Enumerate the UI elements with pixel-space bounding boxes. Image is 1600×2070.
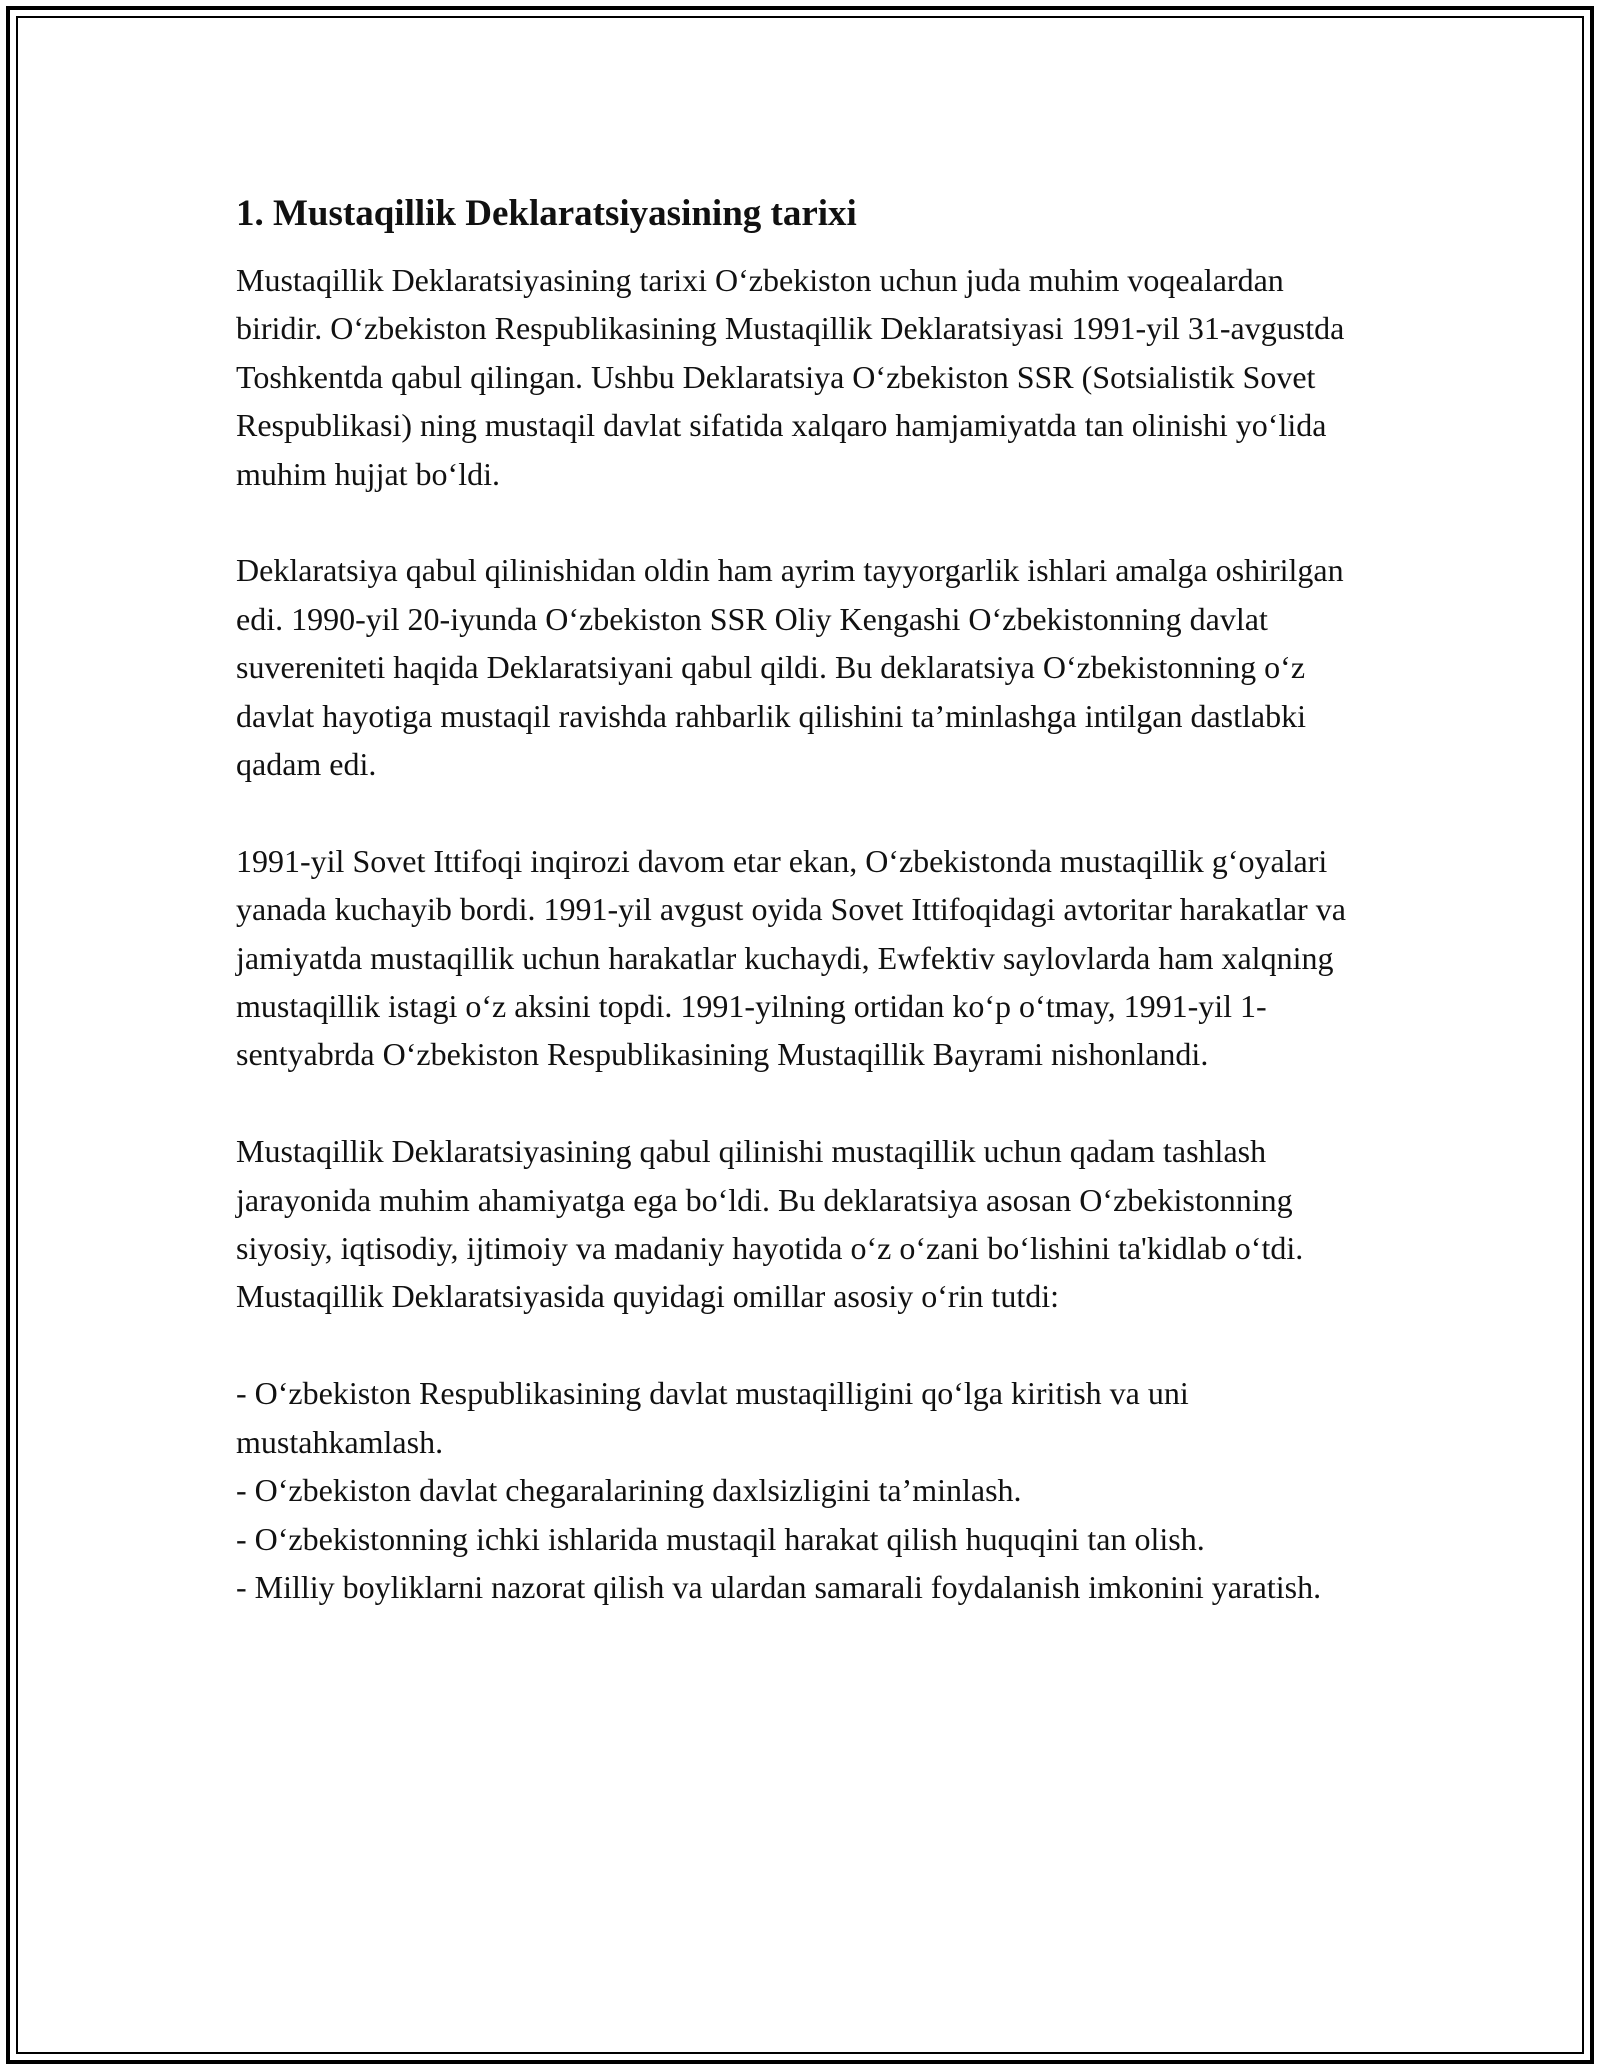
paragraph-preparation: Deklaratsiya qabul qilinishidan oldin ham ayrim tayyorgarlik ishlari amalga oshirilgan edi. 1990-yil 20-iyunda O‘zbekiston SSR Oliy Kengashi O‘zbekistonning davlat suvereniteti haqida Deklaratsiyani qabul qildi. Bu deklaratsiya O‘zbekistonning o‘z davlat hayotiga mustaqil ravishda rahbarlik qilishini ta’minlashga intilgan dastlabki qadam edi. <box>236 552 1344 783</box>
list-item: - Milliy boyliklarni nazorat qilish va ulardan samarali foydalanish imkonini yaratish. <box>236 1568 1322 1605</box>
section-heading: 1. Mustaqillik Deklaratsiyasining tarixi <box>236 193 857 234</box>
list-item: - O‘zbekiston Respublikasining davlat mustaqilligini qo‘lga kiritish va uni mustahkamlash. <box>236 1375 1189 1460</box>
list-item: - O‘zbekiston davlat chegaralarining daxlsizligini ta’minlash. <box>236 1472 1022 1509</box>
paragraph-1991-events: 1991-yil Sovet Ittifoqi inqirozi davom etar ekan, O‘zbekistonda mustaqillik g‘oyalari yanada kuchayib bordi. 1991-yil avgust oyida Sovet Ittifoqidagi avtoritar harakatlar va jamiyatda mustaqillik uchun harakatlar kuchaydi, Ewfektiv saylovlarda ham xalqning mustaqillik istagi o‘z aksini topdi. 1991-yilning ortidan ko‘p o‘tmay, 1991-yil 1-sentyabrda O‘zbekiston Respublikasining Mustaqillik Bayrami nishonlandi. <box>236 842 1346 1073</box>
paragraph-history-intro: Mustaqillik Deklaratsiyasining tarixi O‘zbekiston uchun juda muhim voqealardan biridir. O‘zbekiston Respublikasining Mustaqillik Deklaratsiyasi 1991-yil 31-avgustda Toshkentda qabul qilingan. Ushbu Deklaratsiya O‘zbekiston SSR (Sotsialistik Sovet Respublikasi) ning mustaqil davlat sifatida xalqaro hamjamiyatda tan olinishi yo‘lida muhim hujjat bo‘ldi. <box>236 262 1345 492</box>
list-item: - O‘zbekistonning ichki ishlarida mustaqil harakat qilish huquqini tan olish. <box>236 1520 1205 1557</box>
factors-list <box>236 1369 1376 1611</box>
paragraph-significance: Mustaqillik Deklaratsiyasining qabul qilinishi mustaqillik uchun qadam tashlash jarayonida muhim ahamiyatga ega bo‘ldi. Bu deklaratsiya asosan O‘zbekistonning siyosiy, iqtisodiy, ijtimoiy va madaniy hayotida o‘z o‘zani bo‘lishini ta'kidlab o‘tdi. Mustaqillik Deklaratsiyasida quyidagi omillar asosiy o‘rin tutdi: <box>236 1133 1304 1315</box>
document-body <box>236 186 1376 1611</box>
